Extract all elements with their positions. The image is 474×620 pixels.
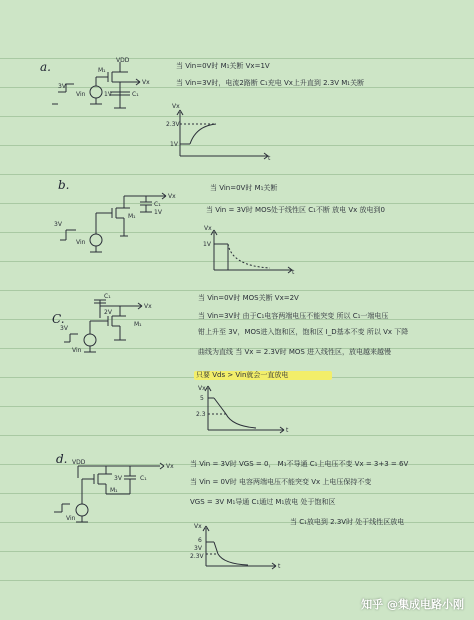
graph-c-ylabel: Vx	[198, 385, 206, 392]
circuit-c-vx: Vx	[144, 303, 152, 310]
graph-c	[205, 386, 284, 433]
graph-c-xlabel: t	[286, 427, 289, 434]
circuit-a-1v: 1V	[104, 91, 112, 98]
circuit-d-c1: C₁	[140, 475, 147, 482]
section-c-label: C.	[52, 312, 65, 326]
circuit-c-2v: 2V	[104, 309, 112, 316]
section-d-line3: VGS = 3V M₁导通 C₁通过 M₁放电 处于饱和区	[190, 498, 336, 506]
circuit-b-3v: 3V	[54, 221, 62, 228]
graph-b	[211, 230, 292, 273]
section-c-line2: 当 Vin=3V时 由于C₁电容两端电压不能突变 所以 C₁一端电压	[198, 312, 389, 320]
circuit-d-vin: Vin	[66, 515, 76, 522]
graph-d-tick-2-3v: 2.3V	[190, 553, 204, 560]
graph-a-xlabel: t	[268, 155, 271, 162]
circuit-d-vx: Vx	[166, 463, 174, 470]
graph-b-tick-1v: 1V	[203, 241, 211, 248]
section-b-line2: 当 Vin = 3V时 MOS处于线性区 C₁不断 放电 Vx 放电到0	[206, 206, 385, 214]
circuit-d-vdd: VDD	[72, 459, 86, 466]
graph-a-tick-1v: 1V	[170, 141, 178, 148]
circuit-c-c1: C₁	[104, 293, 111, 300]
circuit-a-vx: Vx	[142, 79, 150, 86]
watermark: 知乎 @集成电路小刚	[361, 598, 464, 611]
circuit-c	[64, 300, 142, 352]
graph-b-xlabel: t	[292, 269, 295, 276]
circuit-b-c1: C₁	[154, 201, 161, 208]
circuit-b-vx: Vx	[168, 193, 176, 200]
graph-d	[203, 526, 276, 569]
circuit-c-3v: 3V	[60, 325, 68, 332]
circuit-a-vin: Vin	[76, 91, 86, 98]
graph-a-ylabel: Vx	[172, 103, 180, 110]
section-d-line2: 当 Vin = 0V时 电容两端电压不能突变 Vx 上电压保持不变	[190, 478, 372, 486]
graph-c-tick-5: 5	[200, 395, 204, 402]
circuit-c-m1: M₁	[134, 321, 142, 328]
section-a-label: a.	[40, 60, 51, 74]
section-d-line1: 当 Vin = 3V时 VGS = 0， M₁不导通 C₁上电压不变 Vx = 3+3 = 6V	[190, 460, 409, 468]
graph-b-ylabel: Vx	[204, 225, 212, 232]
circuit-d-m1: M₁	[110, 487, 118, 494]
section-c-line4: 曲线为直线 当 Vx = 2.3V时 MOS 进入线性区，放电越来越慢	[198, 348, 392, 356]
circuit-a-vdd: VDD	[116, 57, 130, 64]
graph-c-tick-2-3: 2.3	[196, 411, 206, 418]
section-d-label: d.	[56, 452, 68, 466]
section-a-line2: 当 Vin=3V时，电流2路断 C₁充电 Vx上升直到 2.3V M₁关断	[176, 79, 365, 87]
section-c-line3: 钳上升至 3V，MOS进入饱和区，饱和区 I_D基本不变 所以 Vx 下降	[198, 328, 409, 336]
section-b-line1: 当 Vin=0V时 M₁关断	[210, 184, 278, 192]
circuit-c-vin: Vin	[72, 347, 82, 354]
circuit-b-m1: M₁	[128, 213, 136, 220]
section-d-line4: 当 C₁放电到 2.3V时 处于线性区放电	[290, 518, 405, 526]
circuit-a-c1: C₁	[132, 91, 139, 98]
section-c-line1: 当 Vin=0V时 MOS关断 Vx=2V	[198, 294, 299, 302]
circuit-d-3v: 3V	[114, 475, 122, 482]
graph-a-tick-2-3v: 2.3V	[166, 121, 180, 128]
graph-d-ylabel: Vx	[194, 523, 202, 530]
circuit-a-m1: M₁	[98, 67, 106, 74]
section-a-line1: 当 Vin=0V时 M₁关断 Vx=1V	[176, 62, 270, 70]
section-b-label: b.	[58, 178, 70, 192]
circuit-a-3v: 3V	[58, 83, 66, 90]
section-c-highlight-text: 只要 Vds > Vin就会一直放电	[196, 371, 289, 379]
graph-d-tick-6: 6	[198, 537, 202, 544]
circuit-b-vin: Vin	[76, 239, 86, 246]
graph-a	[177, 110, 268, 159]
graph-d-xlabel: t	[278, 563, 281, 570]
graph-d-tick-3v: 3V	[194, 545, 202, 552]
circuit-b-1v: 1V	[154, 209, 162, 216]
